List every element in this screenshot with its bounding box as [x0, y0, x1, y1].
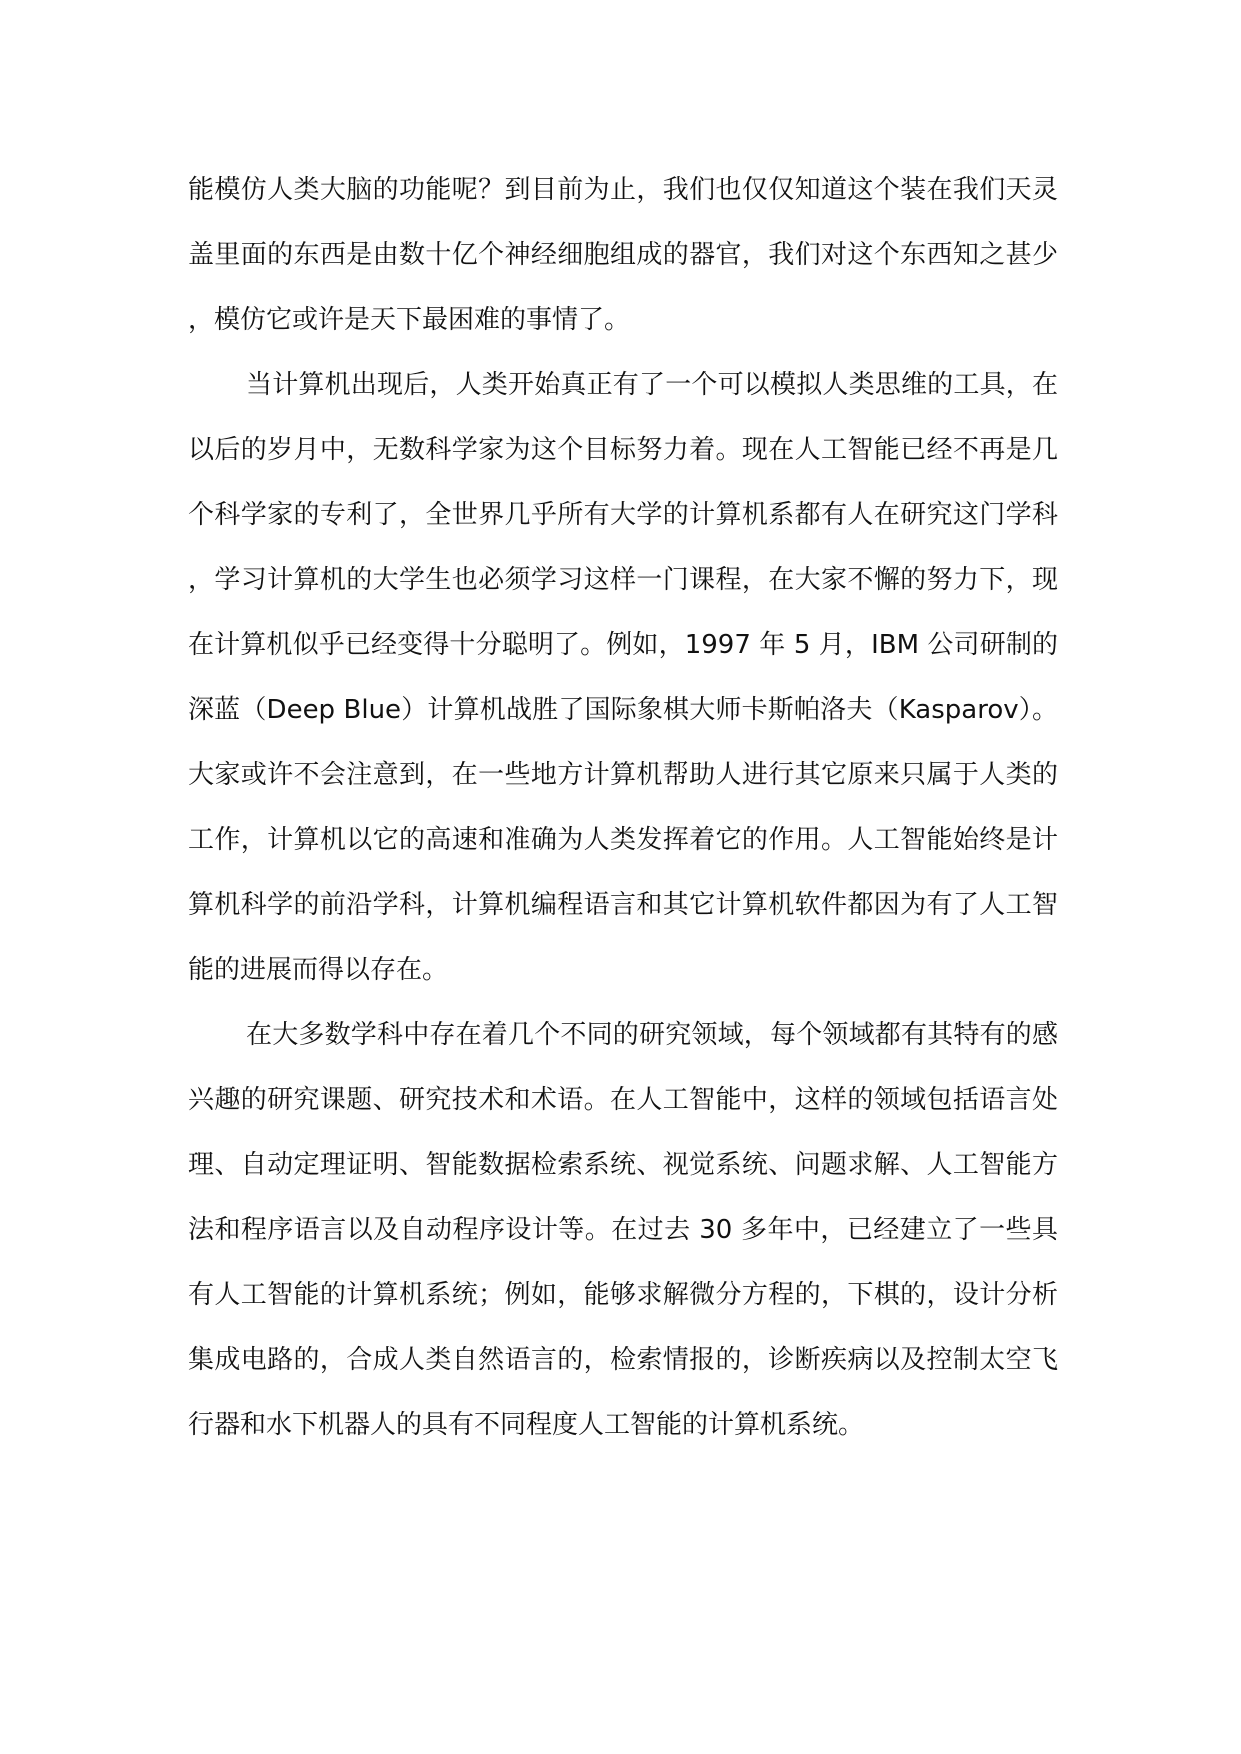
paragraph-computer-history: 当计算机出现后，人类开始真正有了一个可以模拟人类思维的工具，在以后的岁月中，无数科学家为这个目标努力着。现在人工智能已经不再是几个科学家的专利了，全世界几乎所有大学的计算机系都有人在研究这门学科，学习计算机的大学生也必须学习这样一门课程，在大家不懈的努力下，现在计算机似乎已经变得十分聪明了。例如，1997 年 5 月，IBM 公司研制的深蓝（Deep Blue）计算机战胜了国际象棋大师卡斯帕洛夫（Kasparov）。大家或许不会注意到，在一些地方计算机帮助人进行其它原来只属于人类的工作，计算机以它的高速和准确为人类发挥着它的作用。人工智能始终是计算机科学的前沿学科，计算机编程语言和其它计算机软件都因为有了人工智能的进展而得以存在。	[188, 370, 1058, 985]
paragraph-research-fields: 在大多数学科中存在着几个不同的研究领域，每个领域都有其特有的感兴趣的研究课题、研究技术和术语。在人工智能中，这样的领域包括语言处理、自动定理证明、智能数据检索系统、视觉系统、问题求解、人工智能方法和程序语言以及自动程序设计等。在过去 30 多年中，已经建立了一些具有人工智能的计算机系统；例如，能够求解微分方程的，下棋的，设计分析集成电路的，合成人类自然语言的，检索情报的，诊断疾病以及控制太空飞行器和水下机器人的具有不同程度人工智能的计算机系统。	[188, 1020, 1058, 1440]
body-text	[188, 158, 1058, 1458]
paragraph-continuation: 能模仿人类大脑的功能呢？到目前为止，我们也仅仅知道这个装在我们天灵盖里面的东西是由数十亿个神经细胞组成的器官，我们对这个东西知之甚少，模仿它或许是天下最困难的事情了。	[188, 175, 1058, 335]
